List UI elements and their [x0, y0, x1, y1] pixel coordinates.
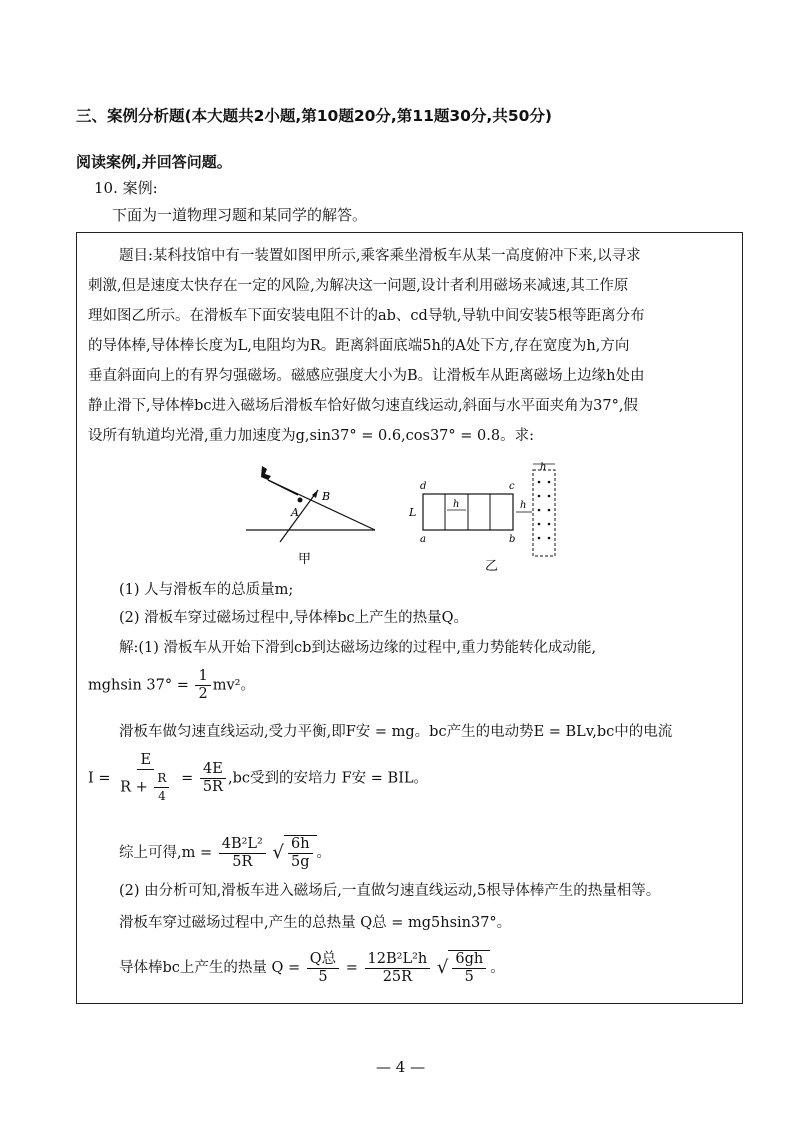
- field-dots: [538, 481, 551, 540]
- problem-line-1: 题目:某科技馆中有一装置如图甲所示,乘客乘坐滑板车从某一高度俯冲下来,以寻求: [119, 248, 641, 264]
- problem-line-6: 静止滑下,导体棒bc进入磁场后滑板车恰好做匀速直线运动,斜面与水平面夹角为37°,假: [88, 398, 638, 414]
- solution-2-line-2: 滑板车穿过磁场过程中,产生的总热量 Q总 = mg5hsin37°。: [119, 915, 512, 931]
- mass-frac: $\frac{\text{4B²L²}}{5R}$: [219, 836, 266, 871]
- problem-line-4: 的导体棒,导体棒长度为L,电阻均为R。距离斜面底端5h的A处下方,存在宽度为h,方向: [88, 338, 630, 354]
- solution-2-line-1: (2) 由分析可知,滑板车进入磁场后,一直做匀速直线运动,5根导体棒产生的热量相等。: [119, 883, 661, 899]
- solution-1-eq-1: [88, 668, 255, 703]
- problem-line-2: 刺激,但是速度太快存在一定的风险,为解决这一问题,设计者利用磁场来减速,其工作原: [88, 278, 629, 294]
- figure-jia: [240, 460, 390, 570]
- problem-line-5: 垂直斜面向上的有界匀强磁场。磁感应强度大小为B。让滑板车从距离磁场上边缘h处由: [88, 368, 645, 384]
- label-h-gap: h: [520, 500, 527, 511]
- caption-jia: 甲: [298, 552, 312, 567]
- problem-line-3: 理如图乙所示。在滑板车下面安装电阻不计的ab、cd导轨,导轨中间安装5根等距离分布: [88, 308, 645, 324]
- problem-line-7: 设所有轨道均光滑,重力加速度为g,sin37° = 0.6,cos37° = 0.8。求:: [88, 428, 534, 444]
- label-h-spacing: h: [453, 499, 460, 510]
- label-B: B: [322, 490, 331, 503]
- current-frac: E R + $\frac{R}{4}$: [117, 752, 174, 805]
- label-c: c: [509, 481, 515, 492]
- skater-icon: [261, 466, 298, 495]
- heat-frac: $\frac{\text{Q总}}{5}$: [307, 951, 339, 986]
- point-A: [298, 498, 303, 503]
- question-2: (2) 滑板车穿过磁场过程中,导体棒bc上产生的热量Q。: [119, 610, 469, 626]
- label-h-field: h: [540, 462, 547, 473]
- question-1: (1) 人与滑板车的总质量m;: [119, 582, 294, 598]
- current-frac-2: $\frac{4E}{5R}$: [200, 761, 226, 796]
- caption-yi: 乙: [485, 559, 499, 574]
- intro-text: 下面为一道物理习题和某同学的解答。: [112, 206, 368, 224]
- label-L: L: [409, 506, 417, 519]
- solution-2-eq: 导体棒bc上产生的热量 Q = $\frac{\text{Q总}}{5}$ = $\frac{\text{12B²L²h}}{25R}$ √ $\frac{6gh}{5}$ 。: [119, 950, 505, 985]
- heat-frac-2: $\frac{\text{12B²L²h}}{25R}$: [365, 951, 431, 986]
- label-a: a: [420, 534, 426, 545]
- solution-1-line-2: 滑板车做匀速直线运动,受力平衡,即F安 = mg。bc产生的电动势E = BLv,bc中的电流: [119, 724, 673, 740]
- slope-line: [268, 480, 375, 530]
- label-d: d: [420, 481, 427, 492]
- figure-yi: [405, 458, 575, 576]
- section-heading: 三、案例分析题(本大题共2小题,第10题20分,第11题30分,共50分): [76, 107, 552, 125]
- instruction: 阅读案例,并回答问题。: [76, 153, 232, 171]
- solution-1-line-1: 解:(1) 滑板车从开始下滑到cb到达磁场边缘的过程中,重力势能转化成动能,: [119, 640, 597, 656]
- eq1-right: mv²。: [212, 677, 255, 694]
- magnetic-field-region: [533, 470, 555, 556]
- solution-1-eq-2: I = E R + $\frac{R}{4}$ = $\frac{4E}{5R}$ ,bc受到的安培力 F安 = BIL。: [88, 752, 429, 803]
- question-10-label: 10. 案例:: [94, 179, 158, 197]
- page-number: — 4 —: [376, 1058, 426, 1076]
- label-A: A: [291, 506, 299, 519]
- label-b: b: [509, 534, 516, 545]
- eq1-left: mghsin 37° =: [88, 677, 189, 694]
- eq1-frac: $\frac{1}{2}$: [195, 668, 210, 703]
- solution-1-conclusion: 综上可得,m = $\frac{\text{4B²L²}}{5R}$ √ $\frac{6h}{5g}$ 。: [119, 835, 332, 870]
